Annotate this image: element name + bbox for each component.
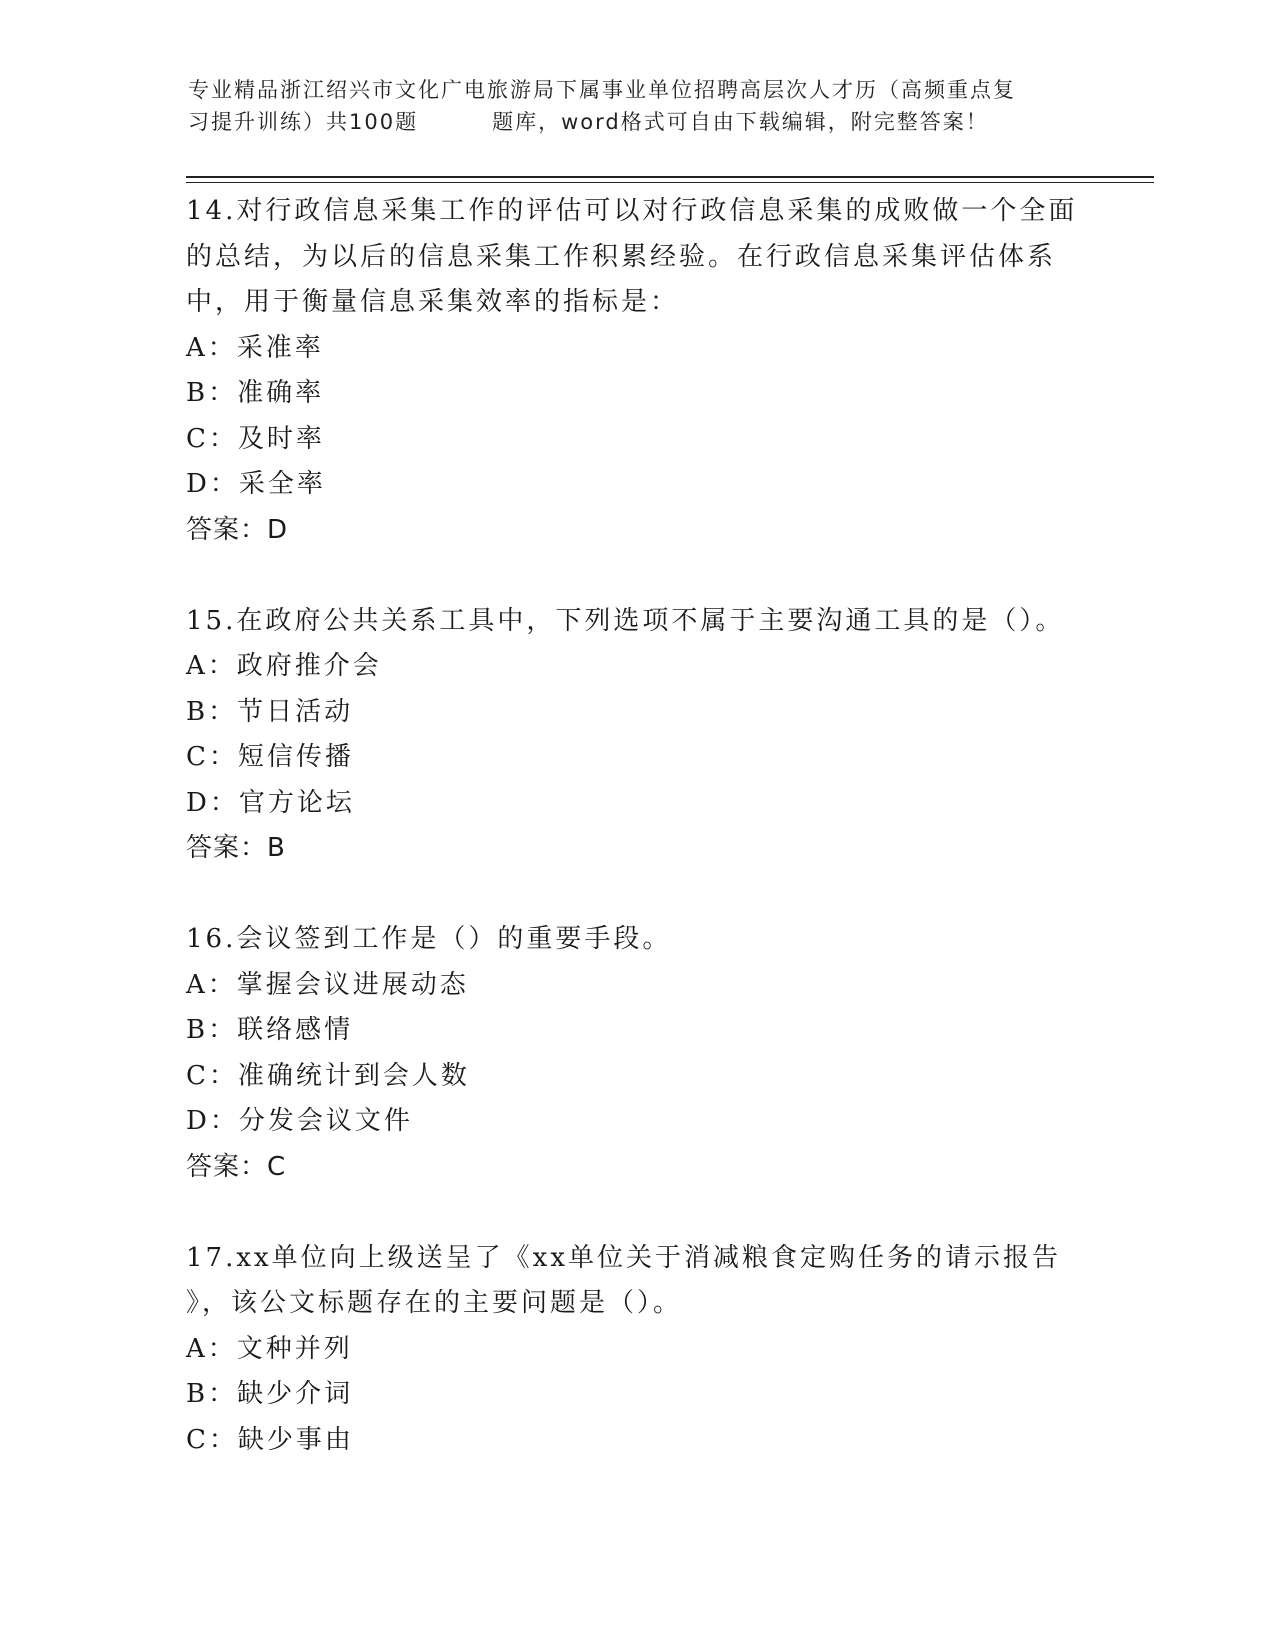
answer-option: C：短信传播 xyxy=(186,742,354,772)
answer-option: D：采全率 xyxy=(186,469,326,499)
header-divider-thick xyxy=(186,176,1154,178)
question-stem-line: 14.对行政信息采集工作的评估可以对行政信息采集的成败做一个全面 xyxy=(186,196,1078,226)
question-stem-line: 》，该公文标题存在的主要问题是（）。 xyxy=(186,1288,683,1318)
question-block xyxy=(186,189,1086,599)
question-list xyxy=(186,189,1086,1463)
answer-option: A：采准率 xyxy=(186,332,324,363)
answer-option: A：文种并列 xyxy=(186,1333,353,1364)
answer-option: C：缺少事由 xyxy=(186,1424,354,1455)
question-stem-line: 16.会议签到工作是（）的重要手段。 xyxy=(186,924,672,954)
question-stem-line: 15.在政府公共关系工具中，下列选项不属于主要沟通工具的是（）。 xyxy=(186,605,1065,636)
question-block xyxy=(186,1236,1086,1464)
header-title-part-1: 习提升训练）共100题 xyxy=(188,110,419,134)
question-stem-line: 中，用于衡量信息采集效率的指标是： xyxy=(186,287,680,317)
answer-option: B：准确率 xyxy=(186,378,325,408)
document-header xyxy=(188,74,1088,138)
answer-option: B：节日活动 xyxy=(186,696,354,727)
question-spacer xyxy=(186,872,1086,918)
question-block xyxy=(186,917,1086,1236)
answer-option: B：缺少介词 xyxy=(186,1379,354,1409)
question-spacer xyxy=(186,1190,1086,1236)
answer-option: D：官方论坛 xyxy=(186,787,355,818)
answer-key: 答案：B xyxy=(186,833,286,863)
question-stem-line: 的总结，为以后的信息采集工作积累经验。在行政信息采集评估体系 xyxy=(186,241,1057,272)
answer-option: A：政府推介会 xyxy=(186,651,382,681)
answer-option: D：分发会议文件 xyxy=(186,1106,413,1136)
answer-key: 答案：D xyxy=(186,514,289,545)
header-title-line-1: 专业精品浙江绍兴市文化广电旅游局下属事业单位招聘高层次人才历（高频重点复 xyxy=(188,78,1016,102)
answer-option: C：及时率 xyxy=(186,423,325,454)
header-title-part-2: 题库，word格式可自由下载编辑，附完整答案！ xyxy=(492,110,989,134)
question-spacer xyxy=(186,553,1086,599)
answer-option: B：联络感情 xyxy=(186,1015,354,1045)
question-block xyxy=(186,599,1086,918)
question-stem-line: 17.xx单位向上级送呈了《xx单位关于消减粮食定购任务的请示报告 xyxy=(186,1242,1062,1273)
header-divider-thin xyxy=(186,182,1154,183)
header-title-line-2 xyxy=(188,106,1088,138)
answer-key: 答案：C xyxy=(186,1151,287,1182)
answer-option: A：掌握会议进展动态 xyxy=(186,969,469,1000)
answer-option: C：准确统计到会人数 xyxy=(186,1060,470,1091)
